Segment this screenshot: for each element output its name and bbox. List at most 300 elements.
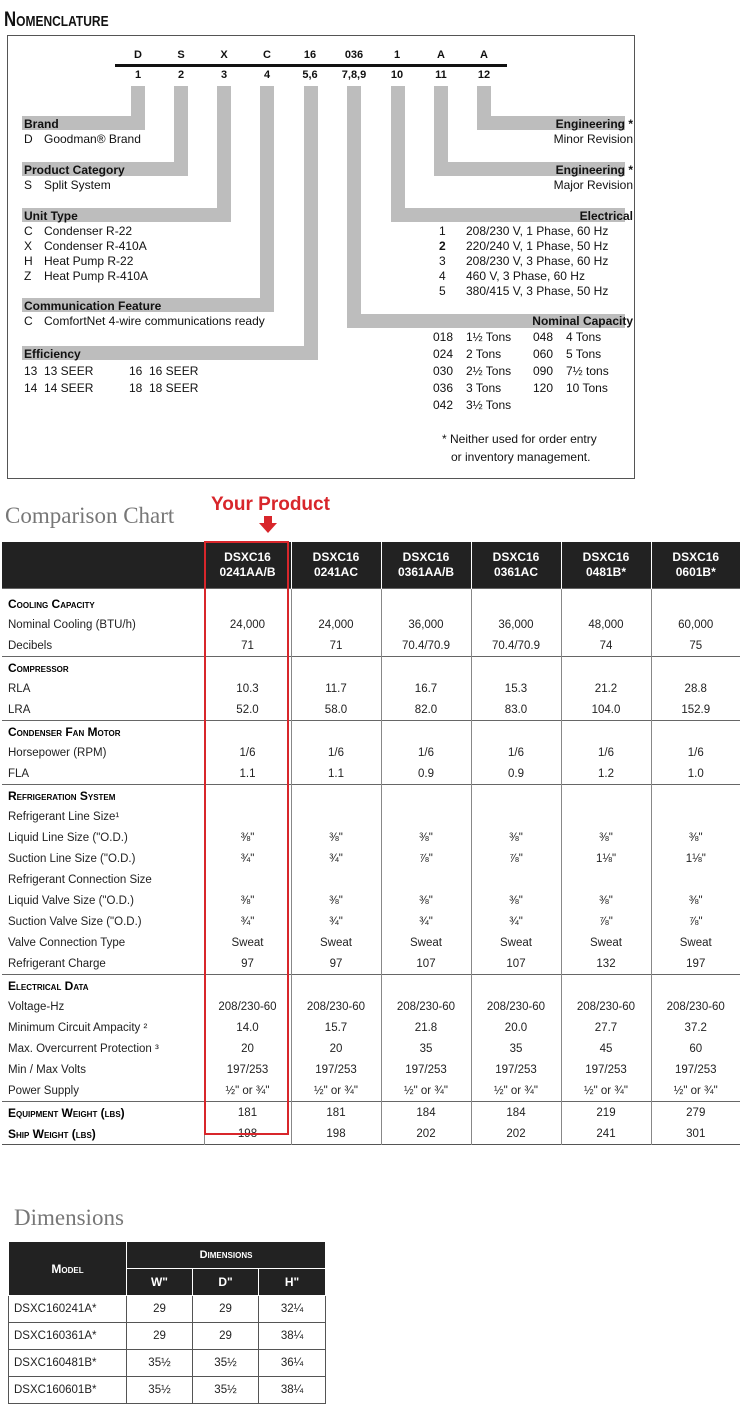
value-cell: Sweat xyxy=(651,932,740,953)
value-cell xyxy=(561,869,651,890)
value-cell: Sweat xyxy=(561,932,651,953)
value-cell: ½" or ¾" xyxy=(561,1080,651,1102)
value-cell: 0.9 xyxy=(381,763,471,785)
value-cell xyxy=(651,869,740,890)
value-cell: ¾" xyxy=(471,911,561,932)
code-position: 12 xyxy=(477,69,491,81)
value-cell xyxy=(471,657,561,679)
model-name: DSXC16 xyxy=(224,550,271,564)
value-cell: 197/253 xyxy=(561,1059,651,1080)
value-cell: ⅜" xyxy=(471,890,561,911)
code-position: 5,6 xyxy=(302,69,318,81)
value-cell: ⅜" xyxy=(381,827,471,848)
height-header: H" xyxy=(259,1269,326,1296)
value-cell: ½" or ¾" xyxy=(204,1080,291,1102)
value-cell: 198 xyxy=(204,1123,291,1145)
value-cell: 10.3 xyxy=(204,678,291,699)
value-cell: ¾" xyxy=(291,848,381,869)
row-label: LRA xyxy=(8,703,31,716)
row-label: Minimum Circuit Ampacity ² xyxy=(8,1021,148,1034)
row-label: Suction Valve Size ("O.D.) xyxy=(8,915,142,928)
value-cell: 48,000 xyxy=(561,614,651,635)
value-cell: 107 xyxy=(471,953,561,975)
model-cell: DSXC160361A* xyxy=(9,1323,127,1350)
row-label: Liquid Line Size ("O.D.) xyxy=(8,831,128,844)
value-cell xyxy=(471,785,561,807)
dimension-cell: 35½ xyxy=(193,1350,259,1377)
row-label: Min / Max Volts xyxy=(8,1063,86,1076)
electrical-line: 5 380/415 V, 3 Phase, 50 Hz xyxy=(439,284,609,298)
value-cell: 60,000 xyxy=(651,614,740,635)
table-row xyxy=(2,806,740,827)
engineering-major-text: Major Revision xyxy=(553,178,633,192)
value-cell: ⅞" xyxy=(561,911,651,932)
model-name: DSXC16 xyxy=(582,550,630,564)
value-cell: 197/253 xyxy=(291,1059,381,1080)
value-cell: 21.8 xyxy=(381,1017,471,1038)
value-cell: ¾" xyxy=(204,848,291,869)
footnote: * Neither used for order entry xyxy=(442,432,597,446)
value-cell: Sweat xyxy=(291,932,381,953)
value-cell xyxy=(561,721,651,743)
depth-header: D" xyxy=(193,1269,259,1296)
value-cell: 132 xyxy=(561,953,651,975)
value-cell: 107 xyxy=(381,953,471,975)
value-cell: 70.4/70.9 xyxy=(381,635,471,657)
dimension-cell: 29 xyxy=(193,1296,259,1323)
code-letter: A xyxy=(480,49,488,61)
value-cell: ⅜" xyxy=(561,890,651,911)
value-cell: ⅜" xyxy=(204,890,291,911)
value-cell xyxy=(204,785,291,807)
dimension-cell: 38¼ xyxy=(259,1323,326,1350)
value-cell: 301 xyxy=(651,1123,740,1145)
value-cell: 197/253 xyxy=(651,1059,740,1080)
value-cell xyxy=(204,657,291,679)
code-letter: X xyxy=(220,49,228,61)
model-variant: 0601B* xyxy=(675,565,716,579)
connector-bar-3 xyxy=(217,86,231,222)
value-cell: 208/230-60 xyxy=(381,996,471,1017)
comparison-table xyxy=(2,542,740,1145)
code-letter: 036 xyxy=(344,49,364,61)
value-cell: ⅜" xyxy=(291,890,381,911)
capacity-item: 018 1½ Tons xyxy=(433,330,512,344)
dimensions-header-row xyxy=(9,1242,326,1269)
efficiency-line: 16 16 SEER xyxy=(129,364,199,378)
electrical-line: 4 460 V, 3 Phase, 60 Hz xyxy=(439,269,585,283)
capacity-item: 030 2½ Tons xyxy=(433,364,512,378)
value-cell: 208/230-60 xyxy=(651,996,740,1017)
table-row xyxy=(2,635,740,657)
value-cell: ½" or ¾" xyxy=(471,1080,561,1102)
engineering-minor-text: Minor Revision xyxy=(553,132,633,146)
value-cell: 1/6 xyxy=(381,742,471,763)
value-cell xyxy=(204,721,291,743)
row-label: Power Supply xyxy=(8,1084,79,1097)
code-letter: C xyxy=(263,49,271,61)
table-row xyxy=(2,614,740,635)
model-cell: DSXC160601B* xyxy=(9,1377,127,1404)
code-divider xyxy=(115,64,507,67)
model-cell: DSXC160241A* xyxy=(9,1296,127,1323)
value-cell: 71 xyxy=(204,635,291,657)
value-cell xyxy=(291,975,381,997)
value-cell xyxy=(204,806,291,827)
section-row xyxy=(2,975,740,997)
value-cell xyxy=(381,721,471,743)
category-line: S Split System xyxy=(24,178,111,192)
value-cell xyxy=(381,589,471,615)
value-cell: 14.0 xyxy=(204,1017,291,1038)
model-header xyxy=(561,542,651,589)
code-letter: 1 xyxy=(393,49,401,61)
comparison-header-row xyxy=(2,542,740,589)
dimension-cell: 35½ xyxy=(127,1377,193,1404)
value-cell: 97 xyxy=(204,953,291,975)
table-row xyxy=(2,1080,740,1102)
table-row xyxy=(2,742,740,763)
model-header xyxy=(204,542,291,589)
table-row xyxy=(2,699,740,721)
value-cell: 208/230-60 xyxy=(561,996,651,1017)
section-row xyxy=(2,657,740,679)
value-cell xyxy=(471,975,561,997)
communication-title: Communication Feature xyxy=(24,299,162,313)
value-cell: 208/230-60 xyxy=(471,996,561,1017)
section-row xyxy=(2,785,740,807)
value-cell: ½" or ¾" xyxy=(651,1080,740,1102)
model-name: DSXC16 xyxy=(312,550,360,564)
dimensions-row xyxy=(9,1350,326,1377)
value-cell: 35 xyxy=(381,1038,471,1059)
row-label: Decibels xyxy=(8,639,53,652)
value-cell: 198 xyxy=(291,1123,381,1145)
model-variant: 0241AC xyxy=(313,565,359,579)
model-header xyxy=(471,542,561,589)
value-cell: ¾" xyxy=(291,911,381,932)
unit-type-line: H Heat Pump R-22 xyxy=(24,254,134,268)
capacity-item: 048 4 Tons xyxy=(533,330,602,344)
value-cell: 36,000 xyxy=(381,614,471,635)
dimension-cell: 29 xyxy=(127,1323,193,1350)
row-label: Max. Overcurrent Protection ³ xyxy=(8,1042,159,1055)
section-row xyxy=(2,721,740,743)
value-cell: ⅜" xyxy=(471,827,561,848)
dimensions-table xyxy=(8,1241,326,1404)
value-cell: 45 xyxy=(561,1038,651,1059)
value-cell: 208/230-60 xyxy=(291,996,381,1017)
model-header: Model xyxy=(9,1242,127,1296)
section-label: Condenser Fan Motor xyxy=(2,721,204,743)
model-cell: DSXC160481B* xyxy=(9,1350,127,1377)
table-row xyxy=(2,848,740,869)
communication-line: C ComfortNet 4-wire communications ready xyxy=(24,314,265,328)
table-row xyxy=(2,869,740,890)
capacity-title: Nominal Capacity xyxy=(532,314,633,328)
code-letter: S xyxy=(177,49,185,61)
value-cell xyxy=(651,806,740,827)
value-cell: 20.0 xyxy=(471,1017,561,1038)
value-cell xyxy=(291,869,381,890)
value-cell xyxy=(381,657,471,679)
value-cell: 184 xyxy=(381,1102,471,1124)
capacity-item: 042 3½ Tons xyxy=(433,398,512,412)
code-position: 7,8,9 xyxy=(341,69,367,81)
value-cell: 35 xyxy=(471,1038,561,1059)
value-cell: Sweat xyxy=(204,932,291,953)
capacity-item: 024 2 Tons xyxy=(433,347,502,361)
value-cell: 1.1 xyxy=(291,763,381,785)
value-cell xyxy=(561,589,651,615)
model-name: DSXC16 xyxy=(402,550,450,564)
value-cell: 184 xyxy=(471,1102,561,1124)
row-label: Refrigerant Charge xyxy=(8,957,106,970)
row-label: Refrigerant Connection Size xyxy=(8,873,152,886)
value-cell: 197 xyxy=(651,953,740,975)
code-letter: 16 xyxy=(303,49,317,61)
row-label: RLA xyxy=(8,682,31,695)
section-label: Cooling Capacity xyxy=(2,589,204,615)
unit-type-line: Z Heat Pump R-410A xyxy=(24,269,149,283)
table-row xyxy=(2,953,740,975)
row-label: Horsepower (RPM) xyxy=(8,746,107,759)
capacity-item: 036 3 Tons xyxy=(433,381,502,395)
value-cell: ¾" xyxy=(381,911,471,932)
value-cell: 219 xyxy=(561,1102,651,1124)
value-cell xyxy=(204,869,291,890)
engineering-major-title: Engineering * xyxy=(555,163,633,177)
value-cell: 71 xyxy=(291,635,381,657)
dimensions-group-header: Dimensions xyxy=(127,1242,326,1269)
value-cell: ⅜" xyxy=(651,827,740,848)
row-label: Valve Connection Type xyxy=(8,936,126,949)
value-cell: 1/6 xyxy=(471,742,561,763)
value-cell: 28.8 xyxy=(651,678,740,699)
value-cell: 27.7 xyxy=(561,1017,651,1038)
value-cell xyxy=(561,785,651,807)
header-blank-cell xyxy=(2,542,204,589)
electrical-title: Electrical xyxy=(579,209,633,223)
connector-bar-4 xyxy=(260,86,274,312)
nomenclature-title: Nomenclature xyxy=(4,8,109,31)
table-row xyxy=(2,911,740,932)
electrical-line: 3 208/230 V, 3 Phase, 60 Hz xyxy=(439,254,609,268)
value-cell: 74 xyxy=(561,635,651,657)
footnote: or inventory management. xyxy=(451,450,591,464)
value-cell: 0.9 xyxy=(471,763,561,785)
value-cell: ⅜" xyxy=(651,890,740,911)
row-label: Nominal Cooling (BTU/h) xyxy=(8,618,136,631)
table-row xyxy=(2,1059,740,1080)
value-cell: 1/6 xyxy=(204,742,291,763)
value-cell: 58.0 xyxy=(291,699,381,721)
value-cell: 15.3 xyxy=(471,678,561,699)
dimensions-title: Dimensions xyxy=(14,1205,124,1230)
unit-type-title: Unit Type xyxy=(24,209,78,223)
value-cell: 83.0 xyxy=(471,699,561,721)
value-cell: 82.0 xyxy=(381,699,471,721)
row-label: Voltage-Hz xyxy=(8,1000,65,1013)
brand-title: Brand xyxy=(24,117,59,131)
value-cell: Sweat xyxy=(471,932,561,953)
code-letter: A xyxy=(437,49,445,61)
value-cell: 104.0 xyxy=(561,699,651,721)
category-title: Product Category xyxy=(24,163,125,177)
code-letter: D xyxy=(134,49,142,61)
value-cell: 52.0 xyxy=(204,699,291,721)
model-name: DSXC16 xyxy=(672,550,720,564)
value-cell xyxy=(471,589,561,615)
value-cell: 15.7 xyxy=(291,1017,381,1038)
value-cell: 1.2 xyxy=(561,763,651,785)
model-variant: 0241AA/B xyxy=(219,565,276,579)
row-label: Equipment Weight (lbs) xyxy=(2,1102,204,1124)
model-variant: 0361AC xyxy=(493,565,539,579)
value-cell: 24,000 xyxy=(204,614,291,635)
value-cell xyxy=(561,975,651,997)
value-cell: ⅜" xyxy=(291,827,381,848)
row-label: Ship Weight (lbs) xyxy=(8,1126,96,1141)
dimensions-row xyxy=(9,1377,326,1404)
value-cell: 21.2 xyxy=(561,678,651,699)
dimension-cell: 36¼ xyxy=(259,1350,326,1377)
value-cell: 1/6 xyxy=(291,742,381,763)
value-cell xyxy=(291,657,381,679)
row-label: Suction Line Size ("O.D.) xyxy=(8,852,136,865)
section-label: Electrical Data xyxy=(2,975,204,997)
capacity-item: 090 7½ tons xyxy=(533,364,609,378)
value-cell: 97 xyxy=(291,953,381,975)
value-cell: 279 xyxy=(651,1102,740,1124)
value-cell: ⅜" xyxy=(381,890,471,911)
brand-line: D Goodman® Brand xyxy=(24,132,141,146)
value-cell: 1⅛" xyxy=(651,848,740,869)
value-cell xyxy=(651,785,740,807)
capacity-item: 060 5 Tons xyxy=(533,347,602,361)
code-position: 1 xyxy=(134,69,142,81)
dimension-cell: 35½ xyxy=(193,1377,259,1404)
value-cell: 181 xyxy=(204,1102,291,1124)
row-label: Refrigerant Line Size¹ xyxy=(8,810,120,823)
value-cell xyxy=(204,589,291,615)
efficiency-line: 13 13 SEER xyxy=(24,364,94,378)
value-cell: ⅞" xyxy=(471,848,561,869)
value-cell xyxy=(561,806,651,827)
model-header xyxy=(381,542,471,589)
table-row xyxy=(2,1038,740,1059)
value-cell: ¾" xyxy=(204,911,291,932)
model-name: DSXC16 xyxy=(492,550,540,564)
value-cell: 202 xyxy=(471,1123,561,1145)
dimension-cell: 29 xyxy=(193,1323,259,1350)
value-cell xyxy=(561,657,651,679)
code-position: 11 xyxy=(435,69,447,81)
unit-type-line: X Condenser R-410A xyxy=(24,239,147,253)
value-cell xyxy=(651,721,740,743)
value-cell xyxy=(291,806,381,827)
value-cell xyxy=(471,806,561,827)
code-position: 10 xyxy=(390,69,404,81)
value-cell: 24,000 xyxy=(291,614,381,635)
weight-row xyxy=(2,1102,740,1124)
value-cell: 197/253 xyxy=(381,1059,471,1080)
section-label: Compressor xyxy=(2,657,204,679)
table-row xyxy=(2,932,740,953)
section-label: Refrigeration System xyxy=(2,785,204,807)
value-cell: ⅜" xyxy=(204,827,291,848)
value-cell: 20 xyxy=(291,1038,381,1059)
value-cell: ½" or ¾" xyxy=(291,1080,381,1102)
table-row xyxy=(2,890,740,911)
value-cell: 11.7 xyxy=(291,678,381,699)
value-cell xyxy=(291,721,381,743)
value-cell: 20 xyxy=(204,1038,291,1059)
dimensions-row xyxy=(9,1323,326,1350)
value-cell: 1.0 xyxy=(651,763,740,785)
value-cell: ⅞" xyxy=(381,848,471,869)
arrow-down-icon xyxy=(259,516,277,534)
value-cell: 70.4/70.9 xyxy=(471,635,561,657)
row-label: FLA xyxy=(8,767,30,780)
dimension-cell: 35½ xyxy=(127,1350,193,1377)
table-row xyxy=(2,996,740,1017)
value-cell xyxy=(651,589,740,615)
value-cell: Sweat xyxy=(381,932,471,953)
value-cell: 181 xyxy=(291,1102,381,1124)
weight-row xyxy=(2,1123,740,1145)
value-cell xyxy=(381,806,471,827)
value-cell xyxy=(291,785,381,807)
code-position: 2 xyxy=(177,69,185,81)
table-row xyxy=(2,827,740,848)
efficiency-line: 14 14 SEER xyxy=(24,381,94,395)
value-cell: 152.9 xyxy=(651,699,740,721)
value-cell: 75 xyxy=(651,635,740,657)
value-cell: 1⅛" xyxy=(561,848,651,869)
value-cell: 1.1 xyxy=(204,763,291,785)
value-cell xyxy=(471,721,561,743)
table-row xyxy=(2,678,740,699)
table-row xyxy=(2,763,740,785)
value-cell: 1/6 xyxy=(651,742,740,763)
table-row xyxy=(2,1017,740,1038)
efficiency-line: 18 18 SEER xyxy=(129,381,199,395)
value-cell: ½" or ¾" xyxy=(381,1080,471,1102)
value-cell xyxy=(381,869,471,890)
dimension-cell: 38¼ xyxy=(259,1377,326,1404)
dimension-cell: 32¼ xyxy=(259,1296,326,1323)
connector-bar-5 xyxy=(304,86,318,360)
value-cell: 1/6 xyxy=(561,742,651,763)
value-cell: ⅞" xyxy=(651,911,740,932)
model-header xyxy=(291,542,381,589)
dimensions-row xyxy=(9,1296,326,1323)
capacity-item: 120 10 Tons xyxy=(533,381,608,395)
unit-type-line: C Condenser R-22 xyxy=(24,224,133,238)
value-cell xyxy=(204,975,291,997)
your-product-label: Your Product xyxy=(211,494,330,515)
efficiency-title: Efficiency xyxy=(24,347,81,361)
electrical-line: 2 220/240 V, 1 Phase, 50 Hz xyxy=(439,239,609,253)
model-variant: 0481B* xyxy=(585,565,627,579)
code-position: 4 xyxy=(263,69,271,81)
comparison-chart-title: Comparison Chart xyxy=(5,503,175,528)
electrical-line: 1 208/230 V, 1 Phase, 60 Hz xyxy=(439,224,609,238)
value-cell: 197/253 xyxy=(204,1059,291,1080)
engineering-minor-title: Engineering * xyxy=(555,117,633,131)
width-header: W" xyxy=(127,1269,193,1296)
